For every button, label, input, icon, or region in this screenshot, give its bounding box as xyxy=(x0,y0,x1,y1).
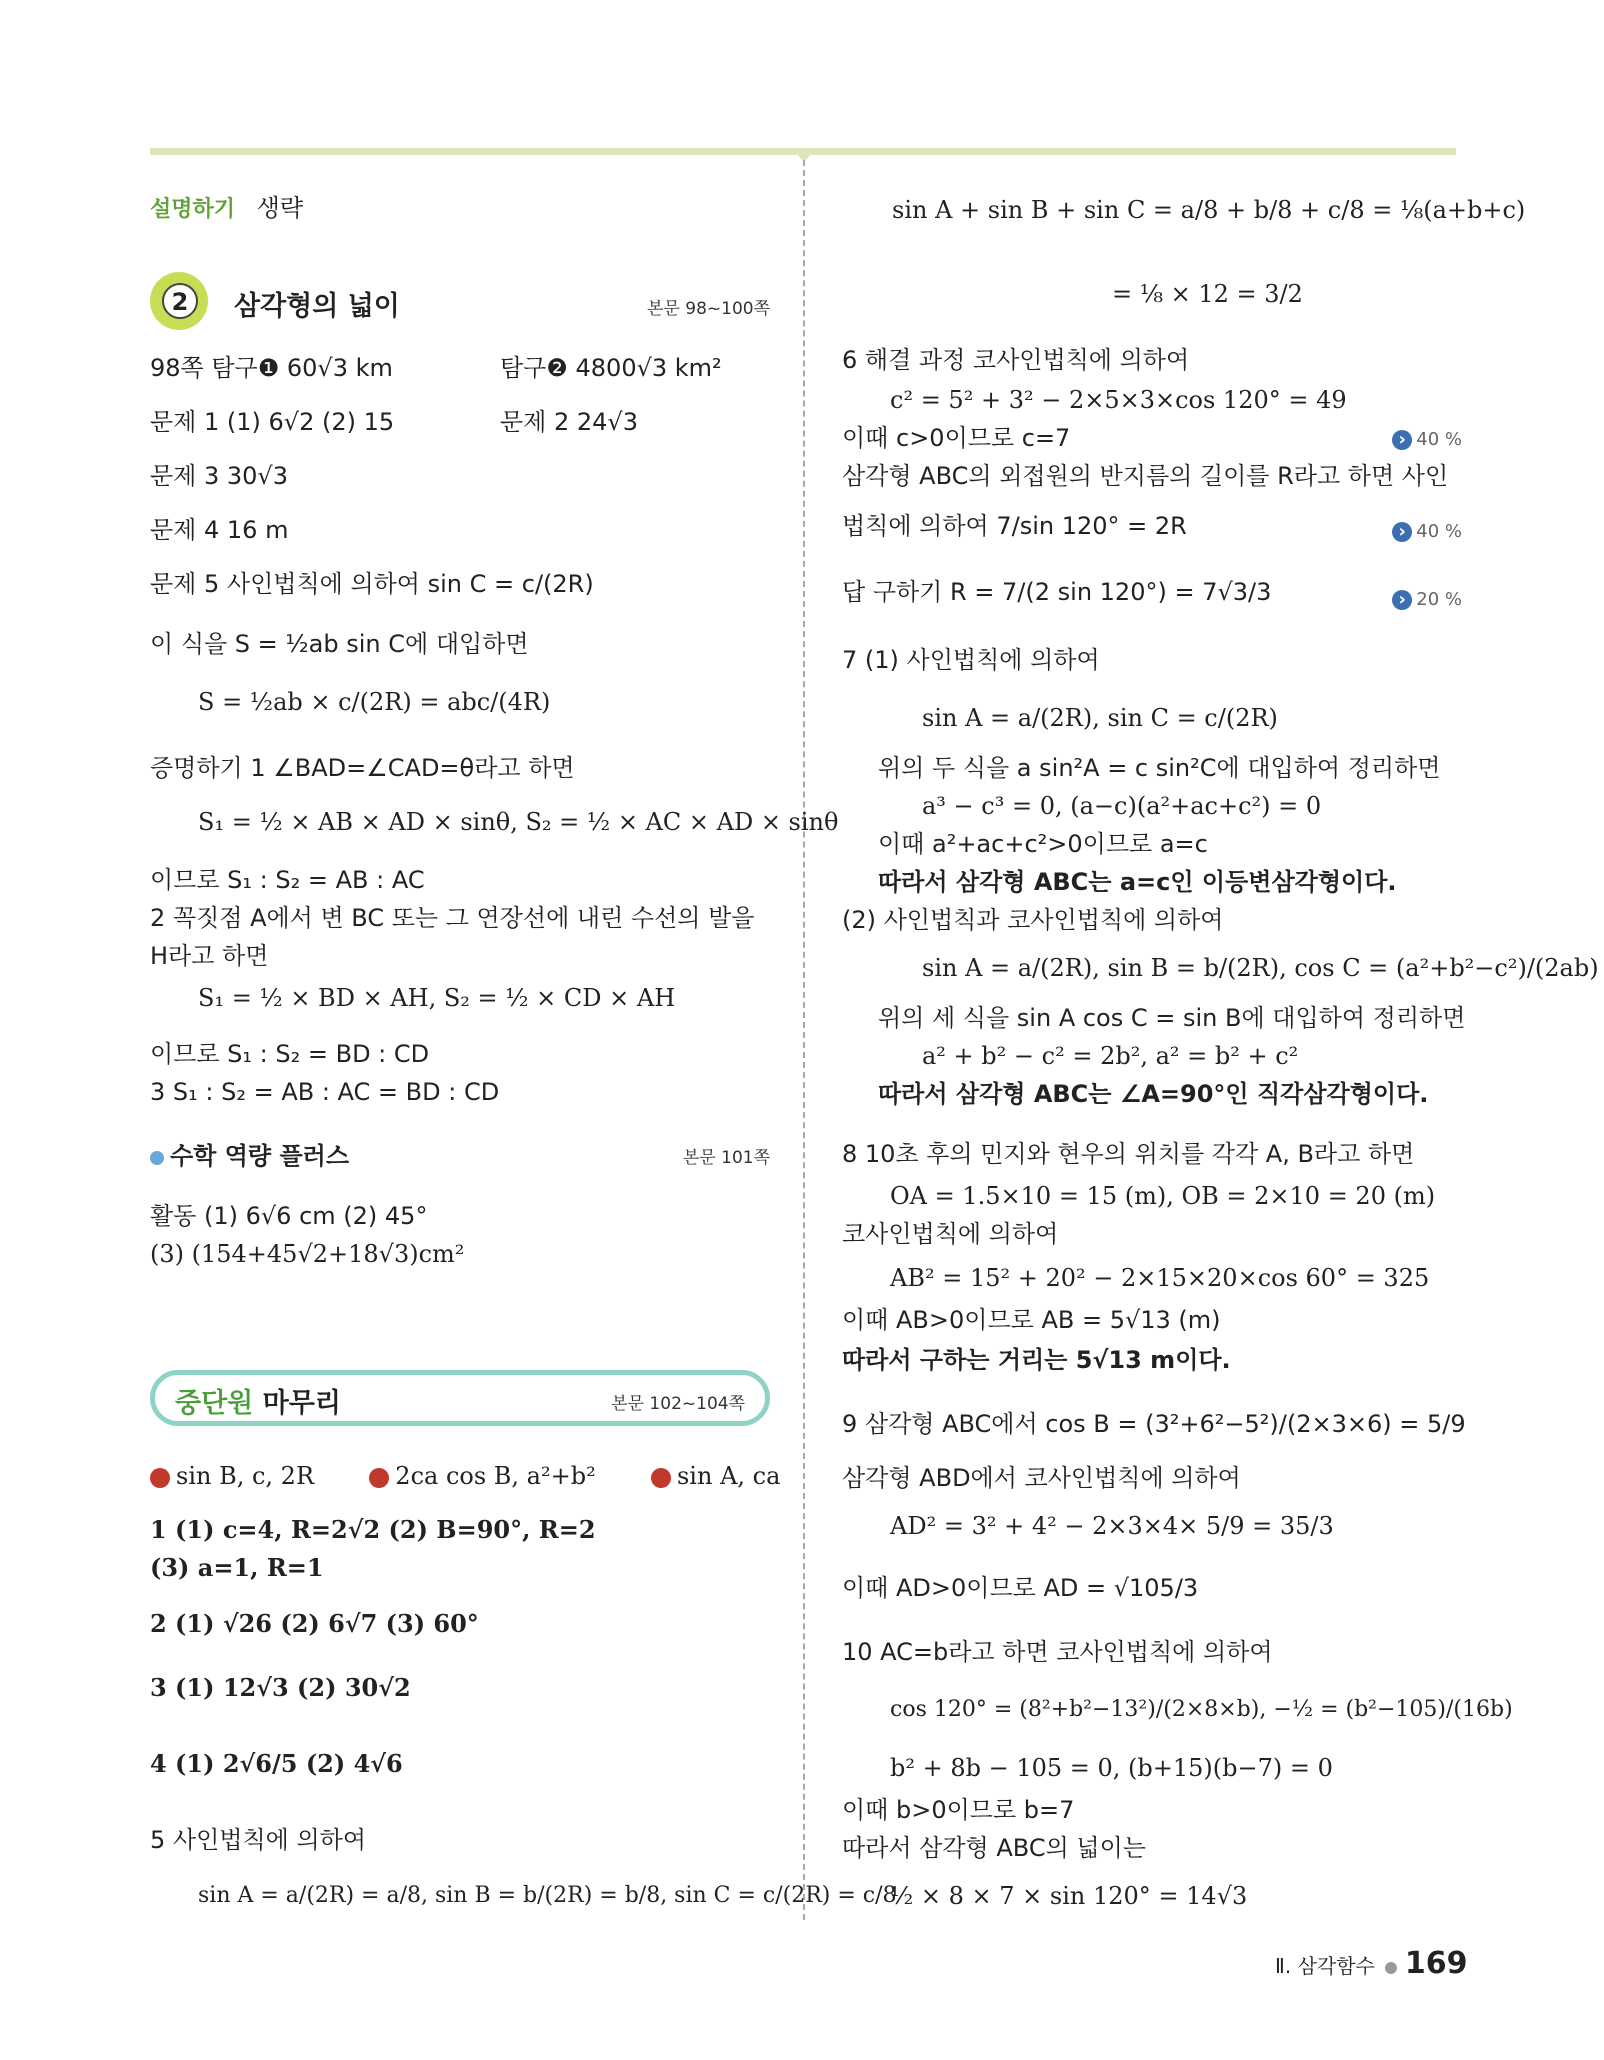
solution-line: 7 (1) 사인법칙에 의하여 xyxy=(842,646,1100,674)
plus-title: 수학 역량 플러스 xyxy=(170,1142,349,1170)
formula-line: sin A = a/(2R), sin B = b/(2R), cos C = (a²+b²−c²)/(2ab) xyxy=(922,954,1599,982)
review-answer: 5 사인법칙에 의하여 xyxy=(150,1826,366,1854)
solution-line: 따라서 삼각형 ABC의 넓이는 xyxy=(842,1834,1146,1862)
formula-line: S = ½ab × c/(2R) = abc/(4R) xyxy=(198,688,551,716)
plus-page-ref: 본문 101쪽 xyxy=(682,1148,770,1168)
plus-heading xyxy=(150,1140,349,1172)
review-page-ref: 본문 102~104쪽 xyxy=(611,1394,745,1414)
solution-line: 따라서 삼각형 ABC는 ∠A=90°인 직각삼각형이다. xyxy=(878,1080,1429,1108)
section-number-badge: 2 xyxy=(150,272,208,330)
score-percent: › 40 % xyxy=(1392,516,1462,548)
formula-line: AD² = 3² + 4² − 2×3×4× 5/9 = 35/3 xyxy=(890,1512,1334,1540)
review-answer: 4 (1) 2√6/5 (2) 4√6 xyxy=(150,1749,403,1778)
solution-line: 코사인법칙에 의하여 xyxy=(842,1220,1059,1248)
answer-line: 문제 4 16 m xyxy=(150,516,289,544)
solution-line: 이때 AB>0이므로 AB = 5√13 (m) xyxy=(842,1306,1221,1334)
formula-line: cos 120° = (8²+b²−13²)/(2×8×b), −½ = (b²−105)/(16b) xyxy=(890,1697,1513,1722)
answer-line: 문제 2 24√3 xyxy=(500,408,638,436)
page-footer xyxy=(1275,1946,1467,1981)
score-percent: › 40 % xyxy=(1392,424,1462,456)
solution-line: 10 AC=b라고 하면 코사인법칙에 의하여 xyxy=(842,1638,1273,1666)
score-percent: › 20 % xyxy=(1392,584,1462,616)
plus-line: (3) (154+45√2+18√3)cm² xyxy=(150,1240,465,1268)
proof-line: 이므로 S₁ : S₂ = AB : AC xyxy=(150,866,425,894)
answer-line: 문제 3 30√3 xyxy=(150,462,288,490)
formula-line: sin A + sin B + sin C = a/8 + b/8 + c/8 = ⅛(a+b+c) xyxy=(892,196,1526,224)
review-answer: 2 (1) √26 (2) 6√7 (3) 60° xyxy=(150,1609,479,1638)
formula-line: a³ − c³ = 0, (a−c)(a²+ac+c²) = 0 xyxy=(922,792,1322,820)
solution-line: 따라서 삼각형 ABC는 a=c인 이등변삼각형이다. xyxy=(878,868,1397,896)
solution-line: 이때 b>0이므로 b=7 xyxy=(842,1796,1075,1824)
page-number: 169 xyxy=(1404,1946,1468,1981)
proof-line: H라고 하면 xyxy=(150,942,269,970)
blank-1-marker-icon xyxy=(150,1468,170,1488)
solution-line: 답 구하기 R = 7/(2 sin 120°) = 7√3/3 xyxy=(842,578,1272,606)
formula-line: b² + 8b − 105 = 0, (b+15)(b−7) = 0 xyxy=(890,1754,1333,1782)
chapter-label: Ⅱ. 삼각함수 xyxy=(1275,1954,1375,1978)
answer-line: 98쪽 탐구❶ 60√3 km xyxy=(150,354,393,382)
solution-line: 이때 a²+ac+c²>0이므로 a=c xyxy=(878,830,1208,858)
proof-line: 이므로 S₁ : S₂ = BD : CD xyxy=(150,1040,430,1068)
formula-line: sin A = a/(2R), sin C = c/(2R) xyxy=(922,704,1278,732)
solution-line: 삼각형 ABC의 외접원의 반지름의 길이를 R라고 하면 사인 xyxy=(842,462,1449,490)
formula-line: S₁ = ½ × BD × AH, S₂ = ½ × CD × AH xyxy=(198,984,676,1012)
solution-line: 9 삼각형 ABC에서 cos B = (3²+6²−5²)/(2×3×6) = 5/9 xyxy=(842,1410,1466,1438)
blank-3-marker-icon xyxy=(651,1468,671,1488)
solution-line: 6 해결 과정 코사인법칙에 의하여 xyxy=(842,346,1190,374)
plus-bullet-icon xyxy=(150,1151,164,1165)
solution-line: 삼각형 ABD에서 코사인법칙에 의하여 xyxy=(842,1464,1241,1492)
formula-line: sin A = a/(2R) = a/8, sin B = b/(2R) = b/8, sin C = c/(2R) = c/8 xyxy=(198,1883,897,1908)
section-heading xyxy=(150,270,770,340)
explain-row xyxy=(150,192,303,226)
answer-line: 문제 5 사인법칙에 의하여 sin C = c/(2R) xyxy=(150,570,594,598)
formula-line: c² = 5² + 3² − 2×5×3×cos 120° = 49 xyxy=(890,386,1347,414)
solution-line: 이때 c>0이므로 c=7 xyxy=(842,424,1071,452)
solution-line: 법칙에 의하여 7/sin 120° = 2R xyxy=(842,512,1187,540)
footer-dot-icon xyxy=(1385,1962,1397,1974)
proof-line: 2 꼭짓점 A에서 변 BC 또는 그 연장선에 내린 수선의 발을 xyxy=(150,904,755,932)
review-blanks-row: sin B, c, 2R 2ca cos B, a²+b² sin A, ca xyxy=(150,1460,780,1492)
column-divider xyxy=(803,160,805,1920)
review-answer: 3 (1) 12√3 (2) 30√2 xyxy=(150,1673,411,1702)
explain-label: 설명하기 xyxy=(150,197,236,222)
formula-line: OA = 1.5×10 = 15 (m), OB = 2×10 = 20 (m) xyxy=(890,1182,1436,1210)
solution-line: (2) 사인법칙과 코사인법칙에 의하여 xyxy=(842,906,1224,934)
section-title: 삼각형의 넓이 xyxy=(234,291,400,322)
review-title: 중단원 마무리 xyxy=(175,1388,341,1419)
section-page-ref: 본문 98~100쪽 xyxy=(647,299,770,319)
explain-text: 생략 xyxy=(256,194,304,222)
formula-line: AB² = 15² + 20² − 2×15×20×cos 60° = 325 xyxy=(890,1264,1430,1292)
plus-line: 활동 (1) 6√6 cm (2) 45° xyxy=(150,1202,428,1230)
proof-line: 3 S₁ : S₂ = AB : AC = BD : CD xyxy=(150,1078,500,1106)
solution-line: 위의 세 식을 sin A cos C = sin B에 대입하여 정리하면 xyxy=(878,1004,1466,1032)
answer-line: 탐구❷ 4800√3 km² xyxy=(500,354,722,382)
formula-line: = ⅛ × 12 = 3/2 xyxy=(1112,280,1303,308)
proof-line: 증명하기 1 ∠BAD=∠CAD=θ라고 하면 xyxy=(150,754,575,782)
review-heading-box xyxy=(150,1370,770,1426)
answer-line: 문제 1 (1) 6√2 (2) 15 xyxy=(150,408,395,436)
formula-line: S₁ = ½ × AB × AD × sinθ, S₂ = ½ × AC × AD × sinθ xyxy=(198,808,839,836)
solution-line: 위의 두 식을 a sin²A = c sin²C에 대입하여 정리하면 xyxy=(878,754,1441,782)
formula-line: ½ × 8 × 7 × sin 120° = 14√3 xyxy=(890,1882,1248,1910)
formula-line: a² + b² − c² = 2b², a² = b² + c² xyxy=(922,1042,1299,1070)
review-answer: (3) a=1, R=1 xyxy=(150,1553,324,1582)
blank-2-marker-icon xyxy=(369,1468,389,1488)
answer-line: 이 식을 S = ½ab sin C에 대입하면 xyxy=(150,630,529,658)
solution-line: 이때 AD>0이므로 AD = √105/3 xyxy=(842,1574,1199,1602)
solution-line: 따라서 구하는 거리는 5√13 m이다. xyxy=(842,1346,1231,1374)
review-answer: 1 (1) c=4, R=2√2 (2) B=90°, R=2 xyxy=(150,1515,596,1544)
solution-line: 8 10초 후의 민지와 현우의 위치를 각각 A, B라고 하면 xyxy=(842,1140,1415,1168)
